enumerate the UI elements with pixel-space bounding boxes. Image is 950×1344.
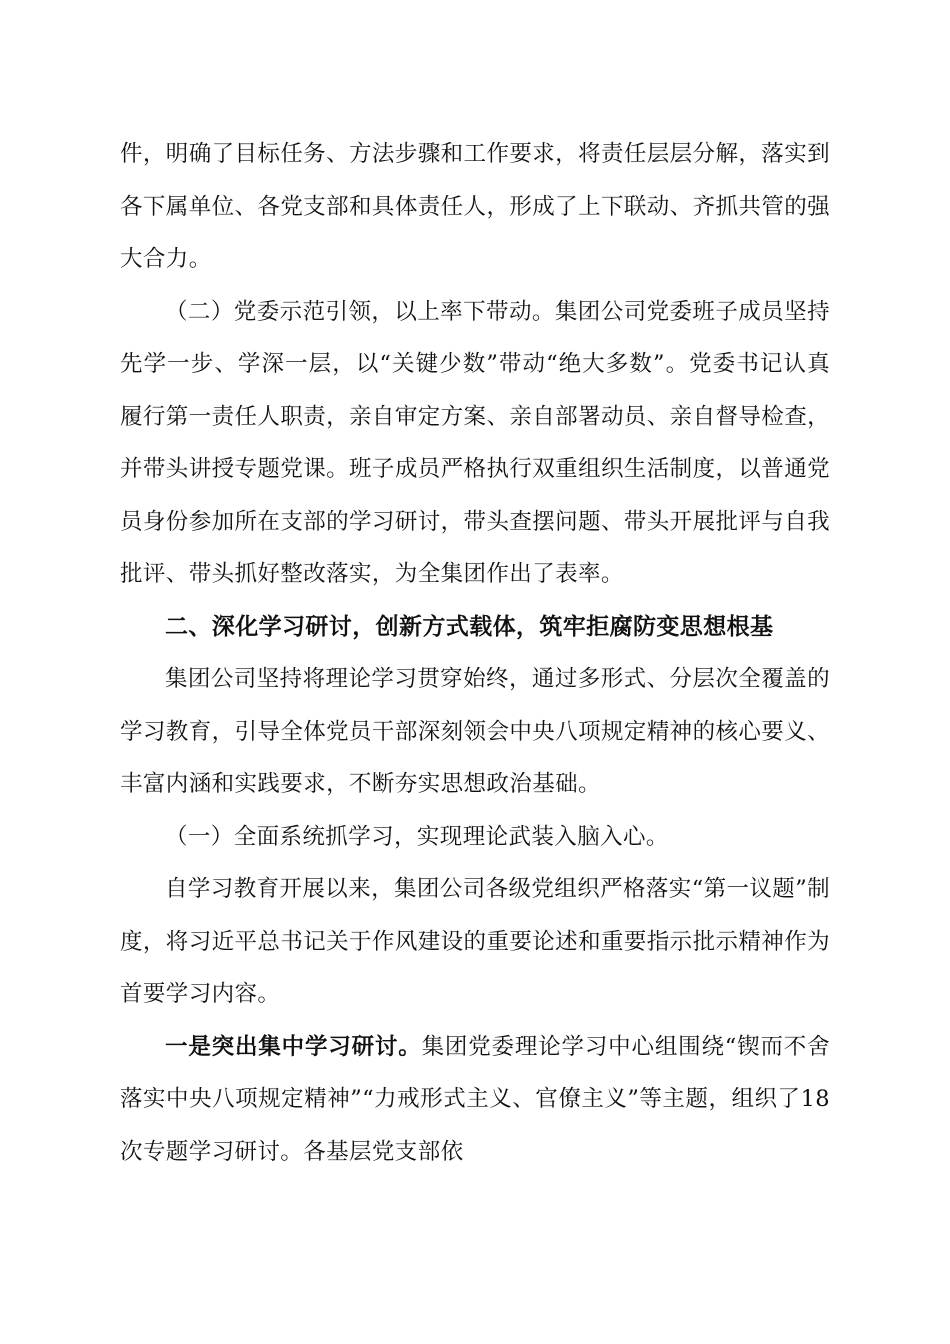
paragraph-body: 集团党委理论学习中心组围绕“锲而不舍落实中央八项规定精神”“力戒形式主义、官僚主义”等主题，组织了18次专题学习研讨。各基层党支部依: [120, 1033, 830, 1165]
section-heading-2: 二、深化学习研讨，创新方式载体，筑牢拒腐防变思想根基: [165, 613, 774, 640]
paragraph-theory-study: 集团公司坚持将理论学习贯穿始终，通过多形式、分层次全覆盖的学习教育，引导全体党员干部深刻领会中央八项规定精神的核心要义、丰富内涵和实践要求，不断夯实思想政治基础。: [120, 666, 830, 797]
paragraph-first-topic: 自学习教育开展以来，集团公司各级党组织严格落实“第一议题”制度，将习近平总书记关于作风建设的重要论述和重要指示批示精神作为首要学习内容。: [120, 876, 831, 1007]
paragraph-lead-bold: 一是突出集中学习研讨。: [165, 1033, 422, 1060]
paragraph-responsibility: 件，明确了目标任务、方法步骤和工作要求，将责任层层分解，落实到各下属单位、各党支部和具体责任人，形成了上下联动、齐抓共管的强大合力。: [120, 141, 830, 272]
document-page: [120, 128, 830, 1178]
sub-heading-1: （一）全面系统抓学习，实现理论武装入脑入心。: [165, 823, 669, 850]
paragraph-party-committee-leading: （二）党委示范引领，以上率下带动。集团公司党委班子成员坚持先学一步、学深一层，以“关键少数”带动“绝大多数”。党委书记认真履行第一责任人职责，亲自审定方案、亲自部署动员、亲自督导检查，并带头讲授专题党课。班子成员严格执行双重组织生活制度，以普通党员身份参加所在支部的学习研讨，带头查摆问题、带头开展批评与自我批评、带头抓好整改落实，为全集团作出了表率。: [120, 298, 830, 587]
paragraph-centralized-study: [120, 1021, 830, 1179]
